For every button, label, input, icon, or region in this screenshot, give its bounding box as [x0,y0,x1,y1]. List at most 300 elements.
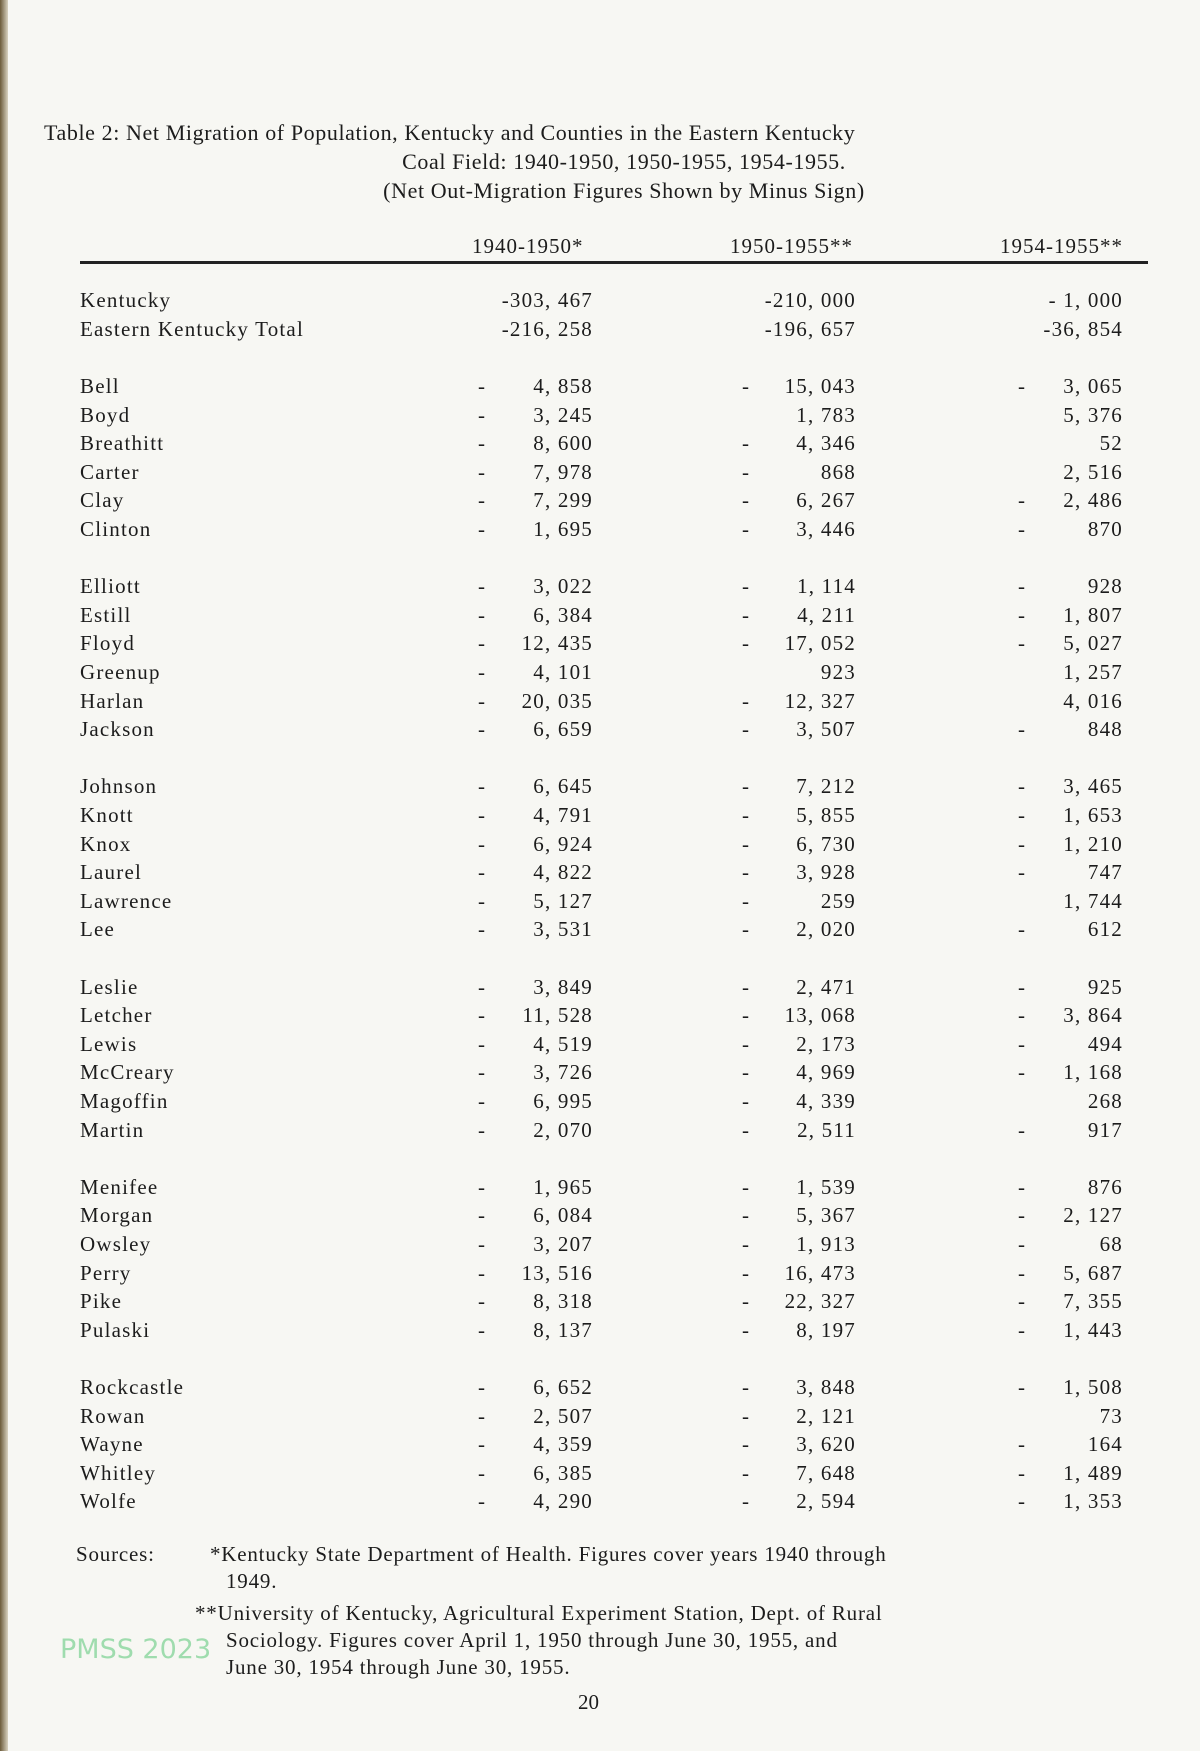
row-name: Clinton [80,517,152,541]
value-cell-1 [478,374,593,402]
table-row [0,889,1200,917]
value-cell-3 [1018,460,1123,488]
source-note-2-line-1: **University of Kentucky, Agricultural Experiment Station, Dept. of Rural [195,1601,883,1625]
minus-sign: - [1018,1060,1027,1085]
row-name: Owsley [80,1232,152,1256]
minus-sign: - [742,574,751,599]
value: 6, 924 [533,831,593,856]
minus-sign: - [478,660,487,684]
value: 1, 913 [796,1232,856,1256]
sources-label: Sources: [76,1542,155,1566]
value-cell-1 [478,1318,593,1346]
minus-sign: - [478,1203,487,1228]
minus-sign: - [742,917,751,942]
value: 2, 516 [1063,459,1123,484]
row-name: Pike [80,1289,123,1314]
value-cell-1 [478,774,593,802]
value: 2, 594 [796,1489,856,1514]
value: 4, 858 [533,374,593,398]
table-row [0,574,1200,602]
value: 6, 995 [533,1089,593,1113]
value-cell-1 [478,488,593,516]
value: 8, 600 [533,431,593,456]
value: 6, 645 [533,774,593,799]
minus-sign: - [1018,574,1027,599]
value: 2, 070 [533,1117,593,1142]
minus-sign: - [742,517,751,541]
value: 3, 022 [533,574,593,599]
value: 848 [1087,717,1123,742]
value-cell-1 [478,1375,593,1403]
minus-sign: - [478,917,487,942]
value-cell-1 [478,1003,593,1031]
table-row [0,488,1200,516]
value: 4, 791 [533,803,593,827]
value: 68 [1099,1232,1123,1256]
value: 3, 531 [533,917,593,942]
row-name: Morgan [80,1203,154,1228]
minus-sign: - [1018,1432,1027,1457]
value-cell-2 [742,1089,856,1117]
header-rule [80,261,1148,264]
value-cell-3 [1018,1203,1123,1231]
value-cell-3 [1018,574,1123,602]
value: 4, 290 [533,1489,593,1514]
value: -36, 854 [1043,316,1123,341]
minus-sign: - [1018,1031,1027,1056]
value: 3, 065 [1063,374,1123,398]
table-row [0,288,1200,316]
value-cell-1 [478,1060,593,1088]
value-cell-2 [742,1318,856,1346]
value: 1, 168 [1063,1060,1123,1085]
minus-sign: - [742,1232,751,1256]
row-name: McCreary [80,1060,175,1085]
table-row [0,1060,1200,1088]
value-cell-2 [742,889,856,917]
minus-sign: - [742,1489,751,1514]
value-cell-2 [742,917,856,945]
value: 268 [1087,1089,1123,1113]
minus-sign: - [742,431,751,456]
row-name: Clay [80,488,125,513]
row-name: Johnson [80,774,158,799]
row-name: Boyd [80,402,131,427]
value: 876 [1087,1174,1123,1199]
value: 7, 299 [533,488,593,513]
minus-sign: - [1018,1317,1027,1342]
value-cell-1 [478,917,593,945]
minus-sign: - [478,717,487,742]
table-row [0,460,1200,488]
source-note-1-line-1: *Kentucky State Department of Health. Figures cover years 1940 through [210,1542,887,1566]
value-cell-2 [742,717,856,745]
row-name: Lee [80,917,116,942]
minus-sign: - [1018,860,1027,885]
minus-sign: - [1018,831,1027,856]
value-cell-2 [742,603,856,631]
table-row [0,1203,1200,1231]
minus-sign: - [742,888,751,913]
minus-sign: - [478,1403,487,1428]
minus-sign: - [478,1289,487,1314]
minus-sign: - [742,631,751,656]
minus-sign: - [1018,1289,1027,1314]
value: 4, 822 [533,860,593,885]
value: 1, 114 [797,574,856,599]
value-cell-2 [742,1175,856,1203]
value: 20, 035 [521,688,593,713]
value: 7, 355 [1063,1289,1123,1314]
value: 923 [820,660,856,684]
value-cell-2 [742,317,856,345]
value-cell-3 [1018,1261,1123,1289]
value-cell-2 [742,803,856,831]
minus-sign: - [742,831,751,856]
row-name: Bell [80,374,120,398]
value-cell-1 [478,1118,593,1146]
table-row [0,1289,1200,1317]
minus-sign: - [478,888,487,913]
value-cell-1 [478,1232,593,1260]
row-name: Kentucky [80,288,172,312]
value-cell-3 [1018,660,1123,688]
value: 15, 043 [784,374,856,398]
value: 1, 695 [533,517,593,541]
value-cell-3 [1018,860,1123,888]
minus-sign: - [478,1260,487,1285]
minus-sign: - [478,602,487,627]
value-cell-3 [1018,374,1123,402]
value: 5, 127 [533,888,593,913]
value-cell-3 [1018,431,1123,459]
row-name: Rockcastle [80,1375,185,1399]
value-cell-3 [1018,717,1123,745]
source-note-2-line-3: June 30, 1954 through June 30, 1955. [226,1655,571,1679]
value-cell-1 [478,574,593,602]
value-cell-3 [1018,403,1123,431]
value: 4, 346 [796,431,856,456]
value-cell-2 [742,774,856,802]
value: 259 [820,888,856,913]
value: 4, 101 [533,660,593,684]
title-line-2: Coal Field: 1940-1950, 1950-1955, 1954-1955. [402,149,846,174]
row-name: Knox [80,831,132,856]
value-cell-2 [742,1404,856,1432]
minus-sign: - [1018,774,1027,799]
value: -303, 467 [501,288,593,312]
value-cell-2 [742,631,856,659]
table-row [0,1432,1200,1460]
value: 494 [1087,1031,1123,1056]
table-row [0,1032,1200,1060]
value: 7, 978 [533,459,593,484]
minus-sign: - [478,974,487,999]
value-cell-2 [742,488,856,516]
table-title [44,118,1164,205]
value-cell-2 [742,1461,856,1489]
row-name: Floyd [80,631,136,656]
row-name: Jackson [80,717,155,742]
minus-sign: - [742,1117,751,1142]
minus-sign: - [742,374,751,398]
value: 1, 744 [1063,888,1123,913]
value-cell-2 [742,1203,856,1231]
value-cell-1 [478,460,593,488]
value-cell-1 [478,1203,593,1231]
minus-sign: - [478,402,487,427]
minus-sign: - [742,774,751,799]
value: 52 [1099,431,1123,456]
value-cell-2 [742,1118,856,1146]
row-name: Harlan [80,688,145,713]
minus-sign: - [1018,602,1027,627]
table-row [0,860,1200,888]
value: 870 [1087,517,1123,541]
value-cell-2 [742,975,856,1003]
value: 3, 849 [533,974,593,999]
value-cell-1 [478,1032,593,1060]
row-name: Wolfe [80,1489,137,1514]
value: 2, 486 [1063,488,1123,513]
minus-sign: - [742,1289,751,1314]
table-row [0,689,1200,717]
row-name: Estill [80,602,132,627]
minus-sign: - [742,1060,751,1085]
minus-sign: - [742,1317,751,1342]
value-cell-1 [478,1461,593,1489]
row-name: Whitley [80,1460,157,1485]
value: 5, 687 [1063,1260,1123,1285]
value-cell-3 [1018,317,1123,345]
minus-sign: - [478,459,487,484]
value: 13, 516 [521,1260,593,1285]
value-cell-3 [1018,517,1123,545]
value: 2, 121 [796,1403,856,1428]
minus-sign: - [1018,1203,1027,1228]
minus-sign: - [1018,488,1027,513]
row-name: Laurel [80,860,142,885]
minus-sign: - [1018,374,1027,398]
minus-sign: - [478,631,487,656]
value: 6, 084 [533,1203,593,1228]
minus-sign: - [478,1432,487,1457]
value-cell-3 [1018,1089,1123,1117]
value: -210, 000 [764,288,856,312]
value: 4, 519 [533,1031,593,1056]
row-name: Menifee [80,1174,159,1199]
table-row [0,1118,1200,1146]
value: 3, 864 [1063,1003,1123,1028]
table-row [0,1489,1200,1517]
value: 1, 783 [796,402,856,427]
minus-sign: - [1018,803,1027,827]
minus-sign: - [1018,631,1027,656]
title-line-3: (Net Out-Migration Figures Shown by Minus Sign) [383,178,865,203]
minus-sign: - [742,488,751,513]
column-header-1940-1950: 1940-1950* [472,234,584,258]
value-cell-1 [478,631,593,659]
minus-sign: - [742,717,751,742]
table-row [0,1375,1200,1403]
row-name: Wayne [80,1432,144,1457]
value-cell-3 [1018,1318,1123,1346]
value: 73 [1099,1403,1123,1428]
table-row [0,774,1200,802]
value-cell-3 [1018,917,1123,945]
minus-sign: - [742,459,751,484]
value: 11, 528 [522,1003,593,1028]
value: 5, 376 [1063,402,1123,427]
table-row [0,1003,1200,1031]
minus-sign: - [742,1031,751,1056]
column-header-1954-1955: 1954-1955** [1000,234,1123,258]
minus-sign: - [478,374,487,398]
row-name: Carter [80,459,140,484]
value: 16, 473 [784,1260,856,1285]
value-cell-2 [742,1032,856,1060]
value: -196, 657 [764,316,856,341]
value-cell-1 [478,603,593,631]
value: 2, 507 [533,1403,593,1428]
minus-sign: - [478,431,487,456]
value-cell-1 [478,1175,593,1203]
minus-sign: - [478,688,487,713]
minus-sign: - [478,1031,487,1056]
table-row [0,1404,1200,1432]
minus-sign: - [1018,1232,1027,1256]
value: 1, 257 [1063,660,1123,684]
minus-sign: - [478,574,487,599]
minus-sign: - [478,1003,487,1028]
table-row [0,832,1200,860]
value: 3, 507 [796,717,856,742]
value: 5, 027 [1063,631,1123,656]
value-cell-1 [478,689,593,717]
minus-sign: - [478,860,487,885]
value-cell-2 [742,1375,856,1403]
value-cell-2 [742,1060,856,1088]
minus-sign: - [1018,1260,1027,1285]
minus-sign: - [742,1375,751,1399]
value-cell-1 [478,403,593,431]
value: 5, 855 [796,803,856,827]
value: 6, 652 [533,1375,593,1399]
value: 1, 443 [1063,1317,1123,1342]
value: 928 [1087,574,1123,599]
table-row [0,917,1200,945]
value-cell-2 [742,403,856,431]
value: 868 [820,459,856,484]
value: 5, 367 [796,1203,856,1228]
source-note-2-line-2: Sociology. Figures cover April 1, 1950 through June 30, 1955, and [226,1628,838,1652]
value-cell-3 [1018,975,1123,1003]
value-cell-1 [478,803,593,831]
value-cell-2 [742,460,856,488]
value-cell-3 [1018,1060,1123,1088]
value: 6, 659 [533,717,593,742]
table-row [0,1175,1200,1203]
value: 2, 511 [797,1117,856,1142]
value-cell-3 [1018,1232,1123,1260]
value: 8, 318 [533,1289,593,1314]
value-cell-1 [478,1289,593,1317]
minus-sign: - [478,1089,487,1113]
value: 3, 928 [796,860,856,885]
value: 3, 446 [796,517,856,541]
value-cell-3 [1018,1461,1123,1489]
value-cell-2 [742,431,856,459]
value: 612 [1087,917,1123,942]
row-name: Martin [80,1117,145,1142]
value-cell-2 [742,689,856,717]
row-name: Letcher [80,1003,153,1028]
value: 1, 807 [1063,602,1123,627]
minus-sign: - [742,1403,751,1428]
table-row [0,660,1200,688]
minus-sign: - [478,1117,487,1142]
minus-sign: - [1018,1117,1027,1142]
row-name: Lewis [80,1031,138,1056]
value-cell-3 [1018,603,1123,631]
row-name: Knott [80,803,134,827]
minus-sign: - [742,1203,751,1228]
value-cell-1 [478,517,593,545]
value: 925 [1087,974,1123,999]
table-row [0,431,1200,459]
value-cell-3 [1018,1289,1123,1317]
value-cell-1 [478,717,593,745]
table-row [0,603,1200,631]
minus-sign: - [478,1317,487,1342]
value: 3, 465 [1063,774,1123,799]
value-cell-1 [478,975,593,1003]
value-cell-2 [742,1289,856,1317]
watermark: PMSS 2023 [60,1634,212,1665]
value-cell-1 [478,860,593,888]
value-cell-1 [478,1432,593,1460]
minus-sign: - [478,1060,487,1085]
value-cell-3 [1018,1175,1123,1203]
source-note-1-line-2: 1949. [226,1569,278,1593]
value: 164 [1087,1432,1123,1457]
minus-sign: - [742,1089,751,1113]
title-line-1: Table 2: Net Migration of Population, Kentucky and Counties in the Eastern Kentucky [44,120,856,145]
row-name: Magoffin [80,1089,169,1113]
minus-sign: - [742,803,751,827]
value: 2, 020 [796,917,856,942]
value: 6, 730 [796,831,856,856]
value-cell-3 [1018,1489,1123,1517]
value-cell-1 [478,832,593,860]
value: 12, 435 [521,631,593,656]
minus-sign: - [742,1460,751,1485]
row-name: Eastern Kentucky Total [80,316,304,341]
value-cell-1 [478,1404,593,1432]
table-row [0,631,1200,659]
value: 4, 339 [796,1089,856,1113]
value: 3, 848 [796,1375,856,1399]
value-cell-3 [1018,889,1123,917]
value: 2, 127 [1063,1203,1123,1228]
value: 3, 726 [533,1060,593,1085]
minus-sign: - [1018,517,1027,541]
value-cell-2 [742,1003,856,1031]
row-name: Elliott [80,574,141,599]
value-cell-2 [742,288,856,316]
value: 6, 384 [533,602,593,627]
table-row [0,1089,1200,1117]
